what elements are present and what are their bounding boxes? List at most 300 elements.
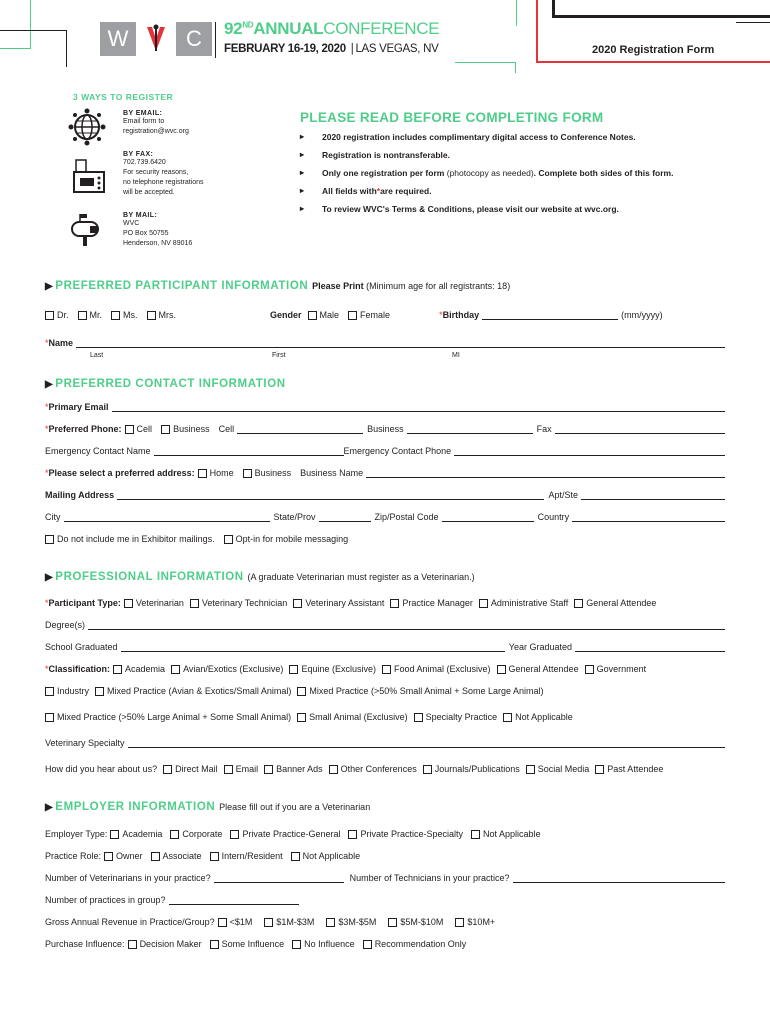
role-option[interactable] (104, 851, 143, 861)
form-title: 2020 Registration Form (592, 44, 715, 56)
row-practice-role (45, 851, 725, 861)
checkbox[interactable] (329, 765, 338, 774)
option-label: Home (209, 468, 234, 478)
required-star: * (45, 338, 49, 348)
checkbox[interactable] (45, 687, 54, 696)
section-note: Please fill out if you are a Veterinarian (219, 802, 371, 812)
option-label: Business (173, 424, 210, 434)
option-label: Industry (57, 686, 90, 696)
row-participant-type (45, 598, 725, 608)
deco-line-right (516, 0, 517, 26)
address-select-label: Please select a preferred address: (48, 468, 195, 478)
class-option[interactable] (585, 664, 647, 674)
checkbox[interactable] (113, 665, 122, 674)
employer-type-label: Employer Type: (45, 829, 108, 839)
option-label: Veterinary Assistant (305, 598, 385, 608)
state-label: State/Prov (273, 512, 316, 522)
option-label: Past Attendee (607, 764, 664, 774)
checkbox[interactable] (326, 918, 335, 927)
checkbox[interactable] (125, 425, 134, 434)
mailing-input[interactable] (117, 490, 544, 500)
checkbox[interactable] (163, 765, 172, 774)
school-input[interactable] (121, 642, 505, 652)
deco-line-mid (455, 62, 516, 73)
class-option[interactable] (297, 686, 543, 696)
checkbox[interactable] (224, 765, 233, 774)
hear-option[interactable] (163, 764, 218, 774)
checkbox[interactable] (382, 665, 391, 674)
location: LAS VEGAS, NV (355, 43, 439, 55)
fax-note: For security reasons, (123, 169, 189, 176)
class-option[interactable] (95, 686, 291, 696)
option-label: Mr. (89, 310, 103, 320)
row-influence (45, 939, 725, 949)
specialty-input[interactable] (128, 738, 725, 748)
option-label: Academia (125, 664, 166, 674)
header-divider (215, 22, 216, 58)
row-emergency (45, 446, 725, 456)
section-professional (45, 571, 475, 583)
checkbox[interactable] (198, 469, 207, 478)
phone-cell-option[interactable] (125, 424, 153, 434)
option-label: Not Applicable (302, 851, 361, 861)
checkbox[interactable] (224, 535, 233, 544)
section-employer (45, 801, 370, 813)
checkbox[interactable] (293, 599, 302, 608)
school-label: School Graduated (45, 642, 118, 652)
num-practices-input[interactable] (169, 895, 299, 905)
required-star: * (439, 310, 443, 320)
checkbox[interactable] (210, 940, 219, 949)
business-name-label: Business Name (300, 468, 364, 478)
revenue-option[interactable] (388, 917, 443, 927)
role-option[interactable] (291, 851, 361, 861)
fax-number: 702.739.6420 (123, 159, 166, 166)
section-title: PREFERRED CONTACT INFORMATION (55, 378, 286, 390)
country-label: Country (537, 512, 570, 522)
row-classification-2 (45, 686, 725, 696)
mobile-optin[interactable] (224, 534, 349, 544)
gender-female[interactable] (348, 310, 390, 320)
row-school (45, 642, 725, 652)
checkbox[interactable] (497, 665, 506, 674)
required-star: * (45, 598, 49, 608)
fax-icon (72, 158, 106, 199)
option-label: Private Practice-Specialty (360, 829, 464, 839)
checkbox[interactable] (45, 535, 54, 544)
ptype-option[interactable] (124, 598, 184, 608)
num-techs-label: Number of Technicians in your practice? (349, 873, 510, 883)
mail-label: BY MAIL: (123, 212, 158, 219)
option-label: Male (319, 310, 340, 320)
option-label: Veterinary Technician (201, 598, 288, 608)
option-label: Recommendation Only (374, 939, 467, 949)
checkbox[interactable] (218, 918, 227, 927)
required-star: * (376, 186, 381, 196)
option-label: Dr. (57, 310, 69, 320)
checkbox[interactable] (128, 940, 137, 949)
row-phone (45, 424, 725, 434)
zip-input[interactable] (442, 512, 534, 522)
conf-number: 92 (224, 19, 243, 38)
birthday-format: (mm/yyyy) (621, 310, 663, 320)
checkbox[interactable] (147, 311, 156, 320)
mail-line: WVC (123, 220, 140, 227)
option-label: Government (596, 664, 647, 674)
required-star: * (45, 468, 49, 478)
city-input[interactable] (64, 512, 270, 522)
notice-bullet (300, 132, 636, 142)
required-star: * (45, 664, 49, 674)
section-arrow-icon: ▶ (45, 572, 54, 583)
option-label: Email (235, 764, 259, 774)
role-option[interactable] (151, 851, 202, 861)
bullet-arrow-icon: ▸ (300, 132, 305, 141)
influence-option[interactable] (210, 939, 285, 949)
preferred-phone-label: Preferred Phone: (48, 424, 122, 434)
revenue-label: Gross Annual Revenue in Practice/Group? (45, 917, 215, 927)
by-email (123, 110, 189, 137)
checkbox[interactable] (292, 940, 301, 949)
row-num-practices (45, 895, 725, 905)
logo-box-w: W (100, 22, 136, 56)
revenue-option[interactable] (326, 917, 376, 927)
option-label: Specialty Practice (425, 712, 498, 722)
checkbox[interactable] (78, 311, 87, 320)
checkbox[interactable] (423, 765, 432, 774)
option-label: Intern/Resident (221, 851, 283, 861)
row-revenue (45, 917, 725, 927)
ptype-option[interactable] (390, 598, 473, 608)
section-title: EMPLOYER INFORMATION (55, 801, 216, 813)
checkbox[interactable] (210, 852, 219, 861)
section-title: PREFERRED PARTICIPANT INFORMATION (55, 280, 309, 292)
hear-label: How did you hear about us? (45, 764, 158, 774)
specialty-label: Veterinary Specialty (45, 738, 125, 748)
name-label: Name (48, 338, 74, 348)
title-dr[interactable] (45, 310, 69, 320)
emergency-name-label: Emergency Contact Name (45, 446, 151, 456)
name-first-label: First (272, 352, 286, 359)
section-note: (A graduate Veterinarian must register as a Veterinarian.) (247, 572, 475, 582)
ptype-option[interactable] (190, 598, 287, 608)
option-label: Private Practice-General (242, 829, 341, 839)
ways-title: 3 WAYS TO REGISTER (73, 92, 174, 102)
employer-type-option[interactable] (230, 829, 340, 839)
hear-option[interactable] (595, 764, 663, 774)
bullet-text: Registration is nontransferable. (322, 150, 450, 160)
ptype-option[interactable] (479, 598, 568, 608)
conf-annual: ANNUAL (253, 19, 324, 38)
row-classification-1 (45, 664, 725, 674)
revenue-option[interactable] (455, 917, 495, 927)
option-label: Ms. (123, 310, 138, 320)
section-arrow-icon: ▶ (45, 379, 54, 390)
option-label: Direct Mail (175, 764, 218, 774)
option-label: Not Applicable (515, 712, 573, 722)
option-label: $3M-$5M (338, 917, 377, 927)
option-label: Mixed Practice (>50% Small Animal + Some Large Animal) (309, 686, 544, 696)
checkbox[interactable] (297, 687, 306, 696)
checkbox[interactable] (151, 852, 160, 861)
row-specialty (45, 738, 725, 748)
hear-option[interactable] (224, 764, 259, 774)
emergency-phone-input[interactable] (454, 446, 725, 456)
class-option[interactable] (503, 712, 573, 722)
min-age: (Minimum age for all registrants: 18) (366, 281, 511, 291)
dates: FEBRUARY 16-19, 2020 (224, 43, 346, 55)
required-star: * (45, 402, 49, 412)
checkbox[interactable] (388, 918, 397, 927)
mailbox-icon (70, 212, 106, 251)
option-label: Journals/Publications (434, 764, 520, 774)
option-label: Do not include me in Exhibitor mailings. (57, 534, 215, 544)
checkbox[interactable] (585, 665, 594, 674)
birthday-input[interactable] (482, 310, 618, 320)
class-option[interactable] (45, 686, 89, 696)
num-techs-input[interactable] (513, 873, 725, 883)
business-name-input[interactable] (366, 468, 725, 478)
option-label: Not Applicable (483, 829, 541, 839)
influence-label: Purchase Influence: (45, 939, 125, 949)
class-option[interactable] (297, 712, 408, 722)
option-label: No Influence (304, 939, 355, 949)
email-label: BY EMAIL: (123, 110, 163, 117)
ptype-option[interactable] (574, 598, 656, 608)
address-business-option[interactable] (243, 468, 292, 478)
notice-title: PLEASE READ BEFORE COMPLETING FORM (300, 110, 604, 125)
year-input[interactable] (575, 642, 725, 652)
emergency-name-input[interactable] (154, 446, 344, 456)
influence-option[interactable] (128, 939, 202, 949)
option-label: Administrative Staff (490, 598, 569, 608)
checkbox[interactable] (95, 687, 104, 696)
checkbox[interactable] (297, 713, 306, 722)
checkbox[interactable] (526, 765, 535, 774)
checkbox[interactable] (363, 940, 372, 949)
option-label: Business (254, 468, 292, 478)
emergency-phone-label: Emergency Contact Phone (343, 446, 452, 456)
checkbox[interactable] (45, 311, 54, 320)
class-option[interactable] (171, 664, 283, 674)
gender-male[interactable] (308, 310, 340, 320)
apt-input[interactable] (581, 490, 725, 500)
primary-email-label: Primary Email (48, 402, 109, 412)
option-label: Mixed Practice (Avian & Exotics/Small Animal) (107, 686, 292, 696)
checkbox[interactable] (230, 830, 239, 839)
title-ms[interactable] (111, 310, 138, 320)
section-arrow-icon: ▶ (45, 281, 54, 292)
option-label: Female (360, 310, 391, 320)
checkbox[interactable] (479, 599, 488, 608)
checkbox[interactable] (455, 918, 464, 927)
checkbox[interactable] (264, 918, 273, 927)
state-input[interactable] (319, 512, 371, 522)
option-label: Corporate (182, 829, 223, 839)
mail-line: PO Box 50755 (123, 230, 169, 237)
option-label: Small Animal (Exclusive) (309, 712, 408, 722)
hear-option[interactable] (264, 764, 323, 774)
bullet-text: 2020 registration includes complimentary digital access to Conference Notes. (322, 132, 636, 142)
checkbox[interactable] (503, 713, 512, 722)
employer-type-option[interactable] (348, 829, 463, 839)
primary-email-input[interactable] (112, 402, 725, 412)
employer-type-option[interactable] (471, 829, 541, 839)
checkbox[interactable] (111, 311, 120, 320)
option-label: Associate (162, 851, 202, 861)
bullet-arrow-icon: ▸ (300, 168, 305, 177)
checkbox[interactable] (45, 713, 54, 722)
option-label: Other Conferences (340, 764, 417, 774)
hear-option[interactable] (329, 764, 417, 774)
option-label: <$1M (229, 917, 253, 927)
checkbox[interactable] (308, 311, 317, 320)
title-mrs[interactable] (147, 310, 177, 320)
business-phone-input[interactable] (407, 424, 533, 434)
bullet-text: . Complete both sides of this form. (533, 168, 674, 178)
fax-input[interactable] (555, 424, 725, 434)
name-last-label: Last (90, 352, 104, 359)
row-hear (45, 764, 725, 774)
by-mail (123, 212, 192, 249)
influence-option[interactable] (363, 939, 467, 949)
option-label: Equine (Exclusive) (301, 664, 376, 674)
class-option[interactable] (113, 664, 165, 674)
title-mr[interactable] (78, 310, 103, 320)
globe-icon (68, 108, 106, 151)
option-label: Mrs. (158, 310, 177, 320)
wvc-logo (100, 22, 212, 58)
num-vets-input[interactable] (214, 873, 344, 883)
checkbox[interactable] (171, 665, 180, 674)
option-label: $5M-$10M (400, 917, 444, 927)
row-employer-type (45, 829, 725, 839)
checkbox[interactable] (289, 665, 298, 674)
email-address[interactable]: registration@wvc.org (123, 128, 189, 135)
checkbox[interactable] (390, 599, 399, 608)
checkbox[interactable] (414, 713, 423, 722)
section-participant (45, 280, 510, 292)
checkbox[interactable] (348, 311, 357, 320)
option-label: Social Media (537, 764, 590, 774)
fax-note: will be accepted. (123, 189, 175, 196)
class-option[interactable] (497, 664, 579, 674)
employer-type-option[interactable] (170, 829, 222, 839)
influence-option[interactable] (292, 939, 355, 949)
city-label: City (45, 512, 61, 522)
checkbox[interactable] (110, 830, 119, 839)
deco-line-right2 (736, 22, 770, 23)
by-fax (123, 151, 204, 198)
ptype-option[interactable] (293, 598, 384, 608)
hear-option[interactable] (526, 764, 590, 774)
row-name (45, 338, 725, 348)
option-label: Academia (122, 829, 163, 839)
birthday-label: Birthday (442, 310, 480, 320)
option-label: Decision Maker (139, 939, 202, 949)
row-mailing (45, 490, 725, 500)
name-mi-label: MI (452, 352, 460, 359)
class-option[interactable] (414, 712, 498, 722)
bullet-text: Only one registration per form (322, 168, 445, 178)
bullet-text: are required. (380, 186, 432, 196)
class-option[interactable] (289, 664, 376, 674)
checkbox[interactable] (104, 852, 113, 861)
checkbox[interactable] (161, 425, 170, 434)
notice-bullet (300, 168, 673, 178)
logo-box-c: C (176, 22, 212, 56)
notice-bullet (300, 150, 450, 160)
checkbox[interactable] (595, 765, 604, 774)
degrees-label: Degree(s) (45, 620, 86, 630)
row-degrees (45, 620, 725, 630)
phone-business-option[interactable] (161, 424, 210, 434)
hear-option[interactable] (423, 764, 520, 774)
fax-note: no telephone registrations (123, 179, 204, 186)
checkbox[interactable] (574, 599, 583, 608)
conf-sup: ND (242, 20, 254, 30)
checkbox[interactable] (170, 830, 179, 839)
checkbox[interactable] (264, 765, 273, 774)
country-input[interactable] (572, 512, 725, 522)
fax-label: BY FAX: (123, 151, 154, 158)
employer-type-option[interactable] (110, 829, 162, 839)
checkbox[interactable] (291, 852, 300, 861)
print-note: Please Print (312, 281, 364, 291)
row-primary-email (45, 402, 725, 412)
cell-input[interactable] (237, 424, 363, 434)
dates-separator: | (350, 43, 354, 55)
class-option[interactable] (45, 712, 291, 722)
deco-frame-dark (552, 0, 770, 18)
degrees-input[interactable] (88, 620, 725, 630)
option-label: General Attendee (586, 598, 657, 608)
checkbox[interactable] (471, 830, 480, 839)
option-label: Banner Ads (276, 764, 323, 774)
option-label: Mixed Practice (>50% Large Animal + Some Small Animal) (57, 712, 292, 722)
ptype-label: Participant Type: (48, 598, 121, 608)
section-title: PROFESSIONAL INFORMATION (55, 571, 244, 583)
checkbox[interactable] (348, 830, 357, 839)
class-option[interactable] (382, 664, 491, 674)
checkbox[interactable] (190, 599, 199, 608)
name-input[interactable] (76, 338, 725, 348)
revenue-option[interactable] (264, 917, 314, 927)
business-phone-label: Business (367, 424, 404, 434)
gender-label: Gender (270, 310, 302, 320)
address-home-option[interactable] (198, 468, 234, 478)
bullet-text: To review WVC's Terms & Conditions, please visit our website at wvc.org. (322, 204, 619, 214)
exhibitor-optout[interactable] (45, 534, 215, 544)
checkbox[interactable] (243, 469, 252, 478)
revenue-option[interactable] (218, 917, 253, 927)
option-label: $1M-$3M (276, 917, 315, 927)
mailing-label: Mailing Address (45, 490, 115, 500)
notice-bullet (300, 186, 432, 196)
classification-label: Classification: (48, 664, 111, 674)
option-label: $10M+ (467, 917, 496, 927)
role-option[interactable] (210, 851, 283, 861)
practice-role-label: Practice Role: (45, 851, 102, 861)
checkbox[interactable] (124, 599, 133, 608)
row-address-select (45, 468, 725, 478)
bullet-arrow-icon: ▸ (300, 186, 305, 195)
option-label: Cell (136, 424, 153, 434)
cell-label: Cell (218, 424, 235, 434)
section-arrow-icon: ▶ (45, 802, 54, 813)
deco-line-left2 (0, 30, 67, 67)
row-num-staff (45, 873, 725, 883)
